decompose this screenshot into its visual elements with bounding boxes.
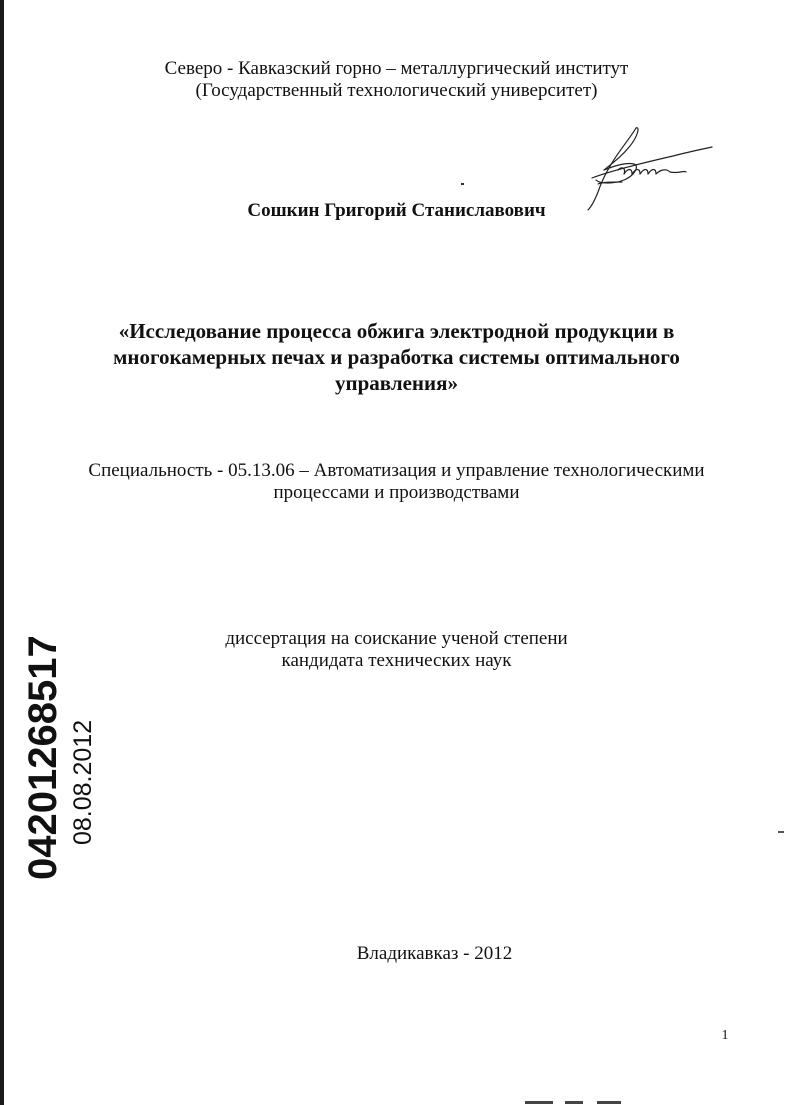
specialty-line-2: процессами и производствами	[273, 482, 520, 503]
title-line-3: управления»	[334, 371, 458, 395]
author-name: Сошкин Григорий Станиславович	[247, 200, 546, 221]
place-year: Владикавказ - 2012	[356, 943, 513, 964]
scan-edge-bar	[0, 0, 4, 1105]
degree-line-2: кандидата технических наук	[281, 650, 512, 671]
page-number: 1	[721, 1028, 729, 1043]
library-stamp	[18, 635, 128, 880]
scan-speck	[461, 183, 464, 185]
title-line-2: многокамерных печах и разработка системы оптимального	[113, 345, 680, 369]
university-name: (Государственный технологический университет)	[195, 80, 598, 101]
degree-line-1: диссертация на соискание ученой степени	[225, 628, 568, 649]
scan-mark	[778, 831, 784, 833]
title-line-1: «Исследование процесса обжига электродной продукции в	[118, 319, 675, 343]
stamp-date: 08.08.2012	[69, 719, 97, 845]
specialty-line-1: Специальность - 05.13.06 – Автоматизация и управление технологическими	[88, 460, 705, 481]
stamp-number: 04201268517	[21, 635, 65, 880]
scan-bottom-marks	[525, 1098, 645, 1105]
institute-name: Северо - Кавказский горно – металлургический институт	[164, 58, 629, 79]
